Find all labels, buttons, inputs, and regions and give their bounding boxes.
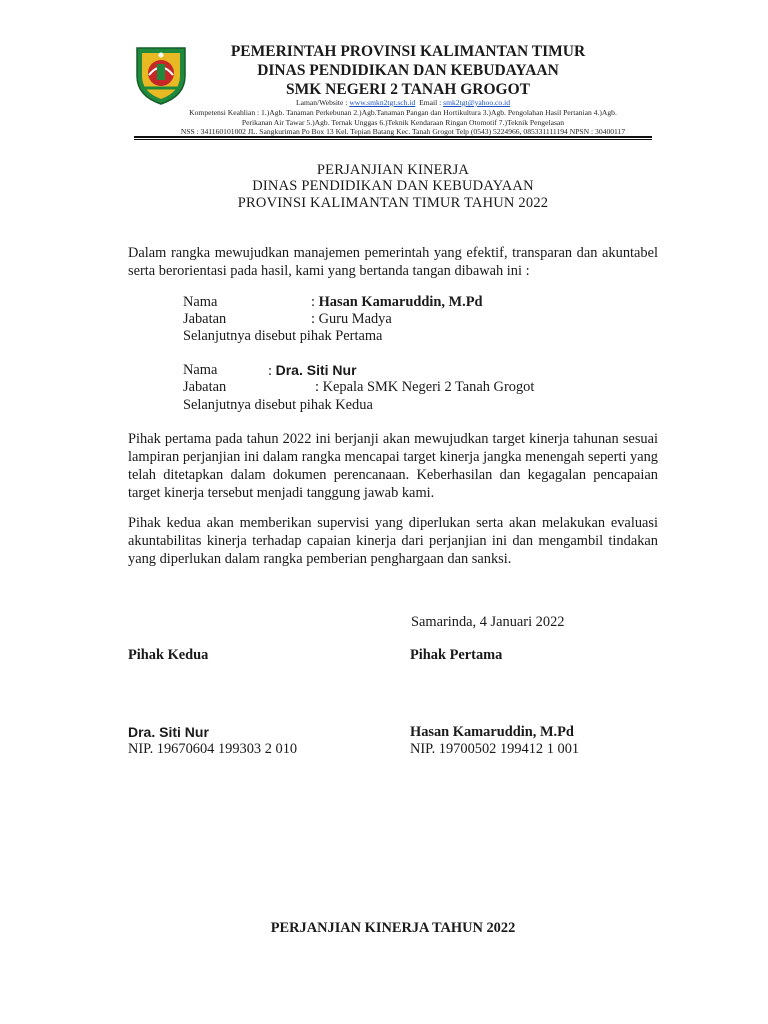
- intro-paragraph: Dalam rangka mewujudkan manajemen pemerintah yang efektif, transparan dan akuntabel serta berorientasi pada hasil, kami yang bertanda tangan dibawah ini :: [128, 245, 658, 279]
- doc-title-line-1: PERJANJIAN KINERJA: [316, 162, 470, 178]
- website-link[interactable]: www.smkn2tgt.sch.id: [349, 98, 416, 107]
- letterhead-competency-2: Perikanan Air Tawar 5.)Agb. Ternak Unggas 6.)Teknik Kendaraan Ringan Otomotif 7.)Teknik Pengelasan: [241, 118, 565, 127]
- letterhead-line-2: DINAS PENDIDIKAN DAN KEBUDAYAAN: [257, 62, 559, 79]
- website-label: Laman/Website :: [295, 98, 350, 107]
- signature-role-left: Pihak Kedua: [128, 647, 209, 663]
- party2-name-label: Nama: [183, 362, 218, 378]
- party2-name-colon: :: [268, 363, 276, 379]
- letterhead-rule-thick: [134, 136, 652, 138]
- doc-title-line-2: DINAS PENDIDIKAN DAN KEBUDAYAAN: [252, 178, 534, 194]
- letterhead-contact: [150, 98, 656, 107]
- party1-position-label: Jabatan: [183, 311, 227, 327]
- party1-name-value: Hasan Kamaruddin, M.Pd: [318, 294, 483, 310]
- footer-title: PERJANJIAN KINERJA TAHUN 2022: [270, 920, 516, 936]
- doc-title-line-3: PROVINSI KALIMANTAN TIMUR TAHUN 2022: [237, 195, 549, 211]
- party1-name-row: [311, 294, 483, 311]
- email-label: Email :: [415, 98, 444, 107]
- commitment-paragraph: Pihak pertama pada tahun 2022 ini berjanji akan mewujudkan target kinerja tahunan sesuai lampiran perjanjian ini dalam rangka mencapai target kinerja jangka menengah seperti yang telah ditetapkan dalam dokumen perencanaan. Keberhasilan dan kegagalan pencapaian target kinerja tersebut menjadi tanggung jawab kami.: [128, 431, 658, 501]
- party1-name-colon: :: [311, 294, 319, 310]
- signature-role-right: Pihak Pertama: [410, 647, 503, 663]
- letterhead-rule-thin: [134, 139, 652, 140]
- party2-name-row: [268, 362, 357, 380]
- signatory-nip-right: NIP. 19700502 199412 1 001: [410, 741, 580, 757]
- party2-position-label: Jabatan: [183, 379, 227, 395]
- party2-name-value: Dra. Siti Nur: [275, 362, 357, 378]
- party1-designation: Selanjutnya disebut pihak Pertama: [183, 328, 383, 344]
- email-link[interactable]: smk2tgt@yahoo.co.id: [443, 98, 511, 107]
- signatory-name-left: Dra. Siti Nur: [128, 724, 209, 740]
- letterhead-line-1: PEMERINTAH PROVINSI KALIMANTAN TIMUR: [230, 43, 586, 60]
- party1-position-value: : Guru Madya: [311, 311, 392, 327]
- letterhead-school-name: SMK NEGERI 2 TANAH GROGOT: [285, 81, 530, 98]
- supervision-paragraph: Pihak kedua akan memberikan supervisi yang diperlukan serta akan melakukan evaluasi akuntabilitas kinerja terhadap capaian kinerja dari perjanjian ini dan mengambil tindakan yang diperlukan dalam rangka pemberian penghargaan dan sanksi.: [128, 515, 658, 567]
- signatory-nip-left: NIP. 19670604 199303 2 010: [128, 741, 298, 757]
- party2-position-value: : Kepala SMK Negeri 2 Tanah Grogot: [315, 379, 535, 395]
- letterhead-competency-1: Kompetensi Keahlian : 1.)Agb. Tanaman Perkebunan 2.)Agb.Tanaman Pangan dan Hortikultura 3.)Agb. Pengolahan Hasil Pertanian 4.)Agb.: [189, 108, 617, 117]
- party2-designation: Selanjutnya disebut pihak Kedua: [183, 397, 373, 413]
- letterhead-address: NSS : 341160101002 JL. Sangkuriman Po Box 13 Kel. Tepian Batang Kec. Tanah Grogot Telp (0543) 5224966, 085331111194 NPSN : 30400117: [180, 127, 626, 136]
- place-date: Samarinda, 4 Januari 2022: [411, 614, 565, 630]
- signatory-name-right: Hasan Kamaruddin, M.Pd: [410, 724, 574, 740]
- party1-name-label: Nama: [183, 294, 218, 310]
